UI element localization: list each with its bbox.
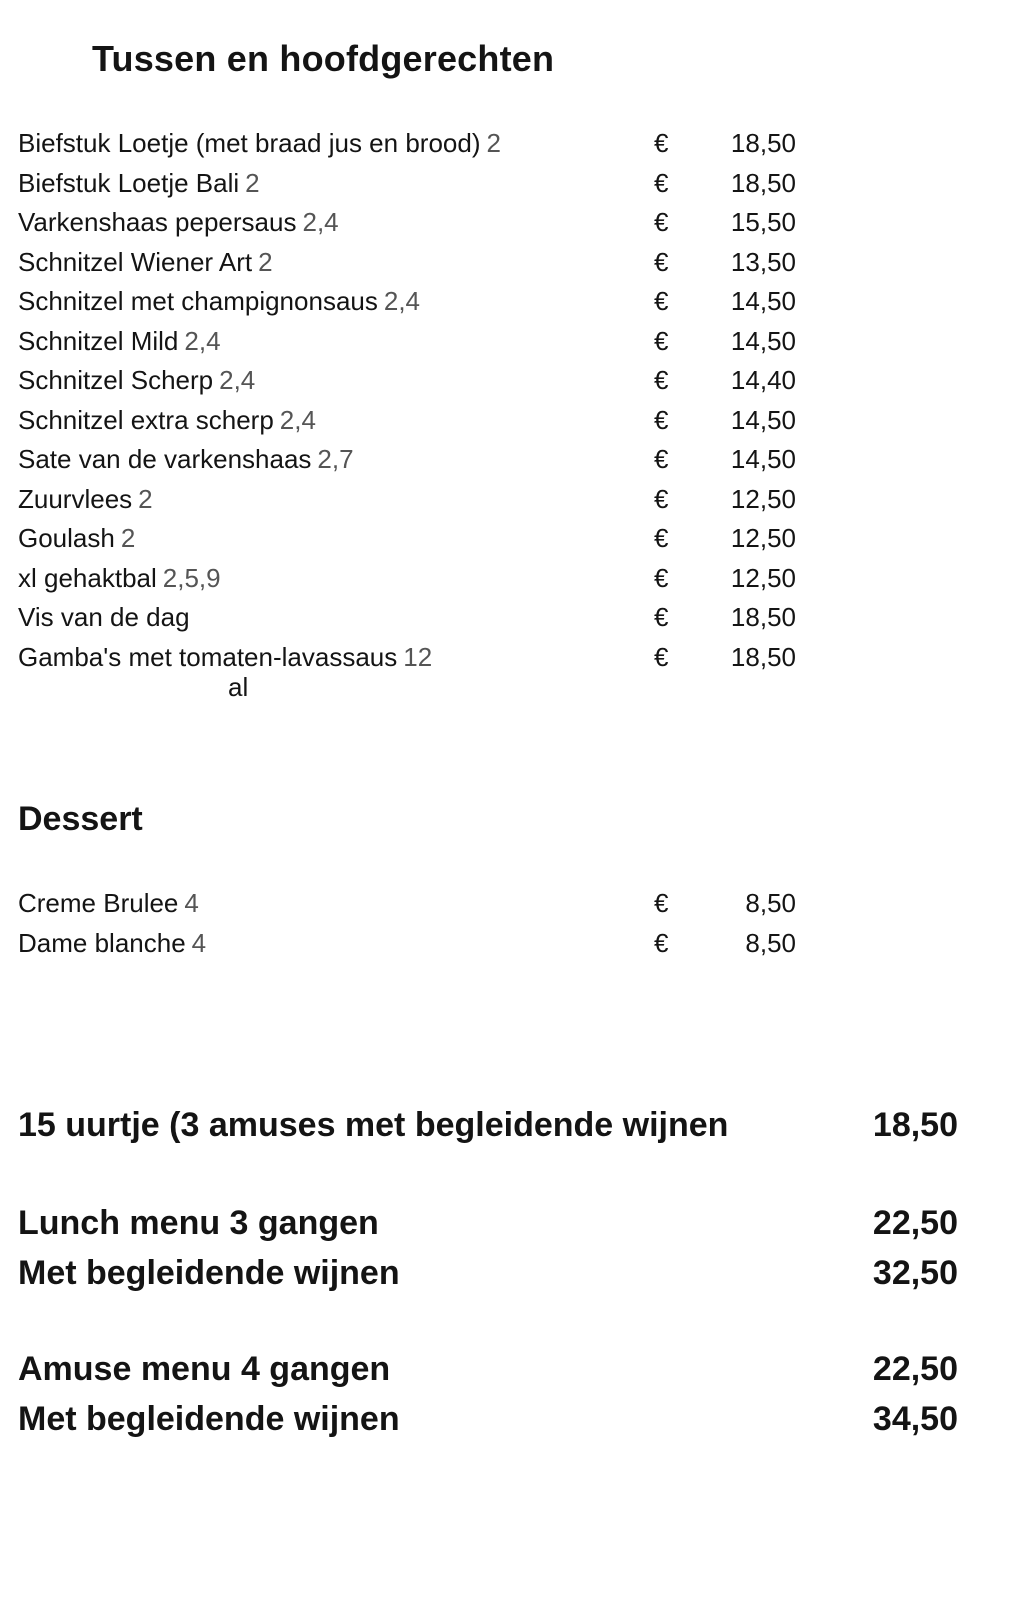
menu-item-row <box>18 164 808 204</box>
menu-row-lunch-wine <box>18 1248 958 1298</box>
menu-price: 34,50 <box>872 1400 958 1438</box>
item-name <box>18 282 420 322</box>
item-name-text: Schnitzel extra scherp <box>18 404 274 435</box>
item-name-text: Goulash <box>18 523 115 553</box>
item-price: 14,50 <box>730 404 796 435</box>
item-price: 14,50 <box>730 325 796 356</box>
menu-item-row <box>18 519 808 559</box>
item-name-text: Zuurvlees <box>18 483 133 514</box>
item-price: 12,50 <box>730 523 796 553</box>
allergen-codes: 2,4 <box>219 365 256 395</box>
allergen-codes: 2 <box>258 246 273 277</box>
allergen-codes: 2,4 <box>184 325 221 356</box>
allergen-codes: 2,7 <box>317 444 354 474</box>
menu-item-row <box>18 322 808 362</box>
menu-item-row <box>18 401 808 441</box>
item-name-text: Schnitzel Mild <box>18 325 179 356</box>
currency-symbol: € <box>654 404 669 435</box>
item-name-text: xl gehaktbal <box>18 562 157 593</box>
main-section-title: Tussen en hoofdgerechten <box>92 38 555 79</box>
currency-symbol: € <box>654 167 669 198</box>
item-name <box>18 361 255 401</box>
currency-symbol: € <box>654 286 669 316</box>
item-price: 14,50 <box>730 286 796 316</box>
allergen-codes: 2,4 <box>279 404 316 435</box>
currency-symbol: € <box>654 641 669 672</box>
item-price: 12,50 <box>730 483 796 514</box>
menu-price: 22,50 <box>872 1204 958 1242</box>
item-name <box>18 598 190 638</box>
menu-label: Amuse menu 4 gangen <box>18 1350 391 1388</box>
allergen-codes: 2 <box>138 483 153 514</box>
allergen-codes: 2,5,9 <box>162 562 221 593</box>
currency-symbol: € <box>654 207 669 237</box>
item-name-text: Sate van de varkenshaas <box>18 444 312 474</box>
currency-symbol: € <box>654 444 669 474</box>
currency-symbol: € <box>654 562 669 593</box>
currency-symbol: € <box>654 365 669 395</box>
menu-item-row <box>18 440 808 480</box>
menu-label: Met begleidende wijnen <box>18 1254 400 1292</box>
currency-symbol: € <box>654 246 669 277</box>
menu-item-row <box>18 243 808 283</box>
menu-item-row <box>18 480 808 520</box>
menu-row-lunch <box>18 1198 958 1248</box>
item-name <box>18 124 501 164</box>
menu-label: 15 uurtje (3 amuses met begleidende wijnen <box>18 1106 729 1144</box>
item-name <box>18 401 316 441</box>
item-name <box>18 243 273 283</box>
dessert-list <box>18 884 808 963</box>
currency-symbol: € <box>654 602 669 632</box>
allergen-codes: 2 <box>120 523 136 553</box>
item-name <box>18 322 221 362</box>
allergen-codes: 2,4 <box>383 286 421 316</box>
item-name-text: Biefstuk Loetje (met braad jus en brood) <box>18 128 481 158</box>
item-name-text: Vis van de dag <box>18 602 190 632</box>
item-price: 8,50 <box>745 888 796 918</box>
item-name <box>18 559 221 599</box>
menu-item-row <box>18 203 808 243</box>
currency-symbol: € <box>654 927 669 958</box>
stray-note: al <box>228 672 249 702</box>
main-course-list <box>18 124 808 677</box>
menu-price: 32,50 <box>872 1254 958 1292</box>
currency-symbol: € <box>654 888 669 918</box>
menu-item-row <box>18 124 808 164</box>
item-price: 8,50 <box>745 927 796 958</box>
currency-symbol: € <box>654 128 669 158</box>
item-name-text: Schnitzel met champignonsaus <box>18 286 378 316</box>
currency-symbol: € <box>654 483 669 514</box>
allergen-codes: 2 <box>245 167 260 198</box>
menu-item-row <box>18 924 808 964</box>
item-name <box>18 480 153 520</box>
currency-symbol: € <box>654 325 669 356</box>
allergen-codes: 4 <box>191 927 207 958</box>
item-name <box>18 638 432 678</box>
currency-symbol: € <box>654 523 669 553</box>
allergen-codes: 12 <box>403 641 433 672</box>
menu-row-uurtje <box>18 1100 958 1150</box>
menu-item-row <box>18 638 808 678</box>
item-price: 15,50 <box>730 207 796 237</box>
item-name <box>18 519 135 559</box>
item-price: 18,50 <box>730 641 796 672</box>
item-price: 18,50 <box>730 167 796 198</box>
menu-item-row <box>18 884 808 924</box>
menu-price: 18,50 <box>872 1106 958 1144</box>
spacer <box>18 1298 958 1344</box>
item-price: 13,50 <box>730 246 796 277</box>
menu-item-row <box>18 598 808 638</box>
menu-row-amuse <box>18 1344 958 1394</box>
allergen-codes: 2,4 <box>302 207 339 237</box>
set-menus <box>18 1100 958 1444</box>
allergen-codes: 2 <box>486 128 501 158</box>
menu-price: 22,50 <box>872 1350 958 1388</box>
item-price: 18,50 <box>730 128 796 158</box>
menu-item-row <box>18 282 808 322</box>
menu-item-row <box>18 559 808 599</box>
item-name-text: Varkenshaas pepersaus <box>18 207 297 237</box>
item-name-text: Biefstuk Loetje Bali <box>18 167 240 198</box>
allergen-codes: 4 <box>184 888 199 918</box>
item-name-text: Gamba's met tomaten-lavassaus <box>18 641 398 672</box>
spacer <box>18 1150 958 1198</box>
item-name-text: Dame blanche <box>18 927 186 958</box>
item-price: 18,50 <box>730 602 796 632</box>
item-name <box>18 924 206 964</box>
item-name <box>18 203 339 243</box>
menu-item-row <box>18 361 808 401</box>
item-name <box>18 440 354 480</box>
item-price: 14,40 <box>730 365 796 395</box>
item-name <box>18 884 199 924</box>
menu-label: Met begleidende wijnen <box>18 1400 400 1438</box>
item-name-text: Schnitzel Wiener Art <box>18 246 253 277</box>
item-name <box>18 164 260 204</box>
menu-row-amuse-wine <box>18 1394 958 1444</box>
item-price: 12,50 <box>730 562 796 593</box>
item-price: 14,50 <box>730 444 796 474</box>
menu-label: Lunch menu 3 gangen <box>18 1204 379 1242</box>
dessert-section-title: Dessert <box>18 800 143 838</box>
item-name-text: Schnitzel Scherp <box>18 365 214 395</box>
item-name-text: Creme Brulee <box>18 888 179 918</box>
